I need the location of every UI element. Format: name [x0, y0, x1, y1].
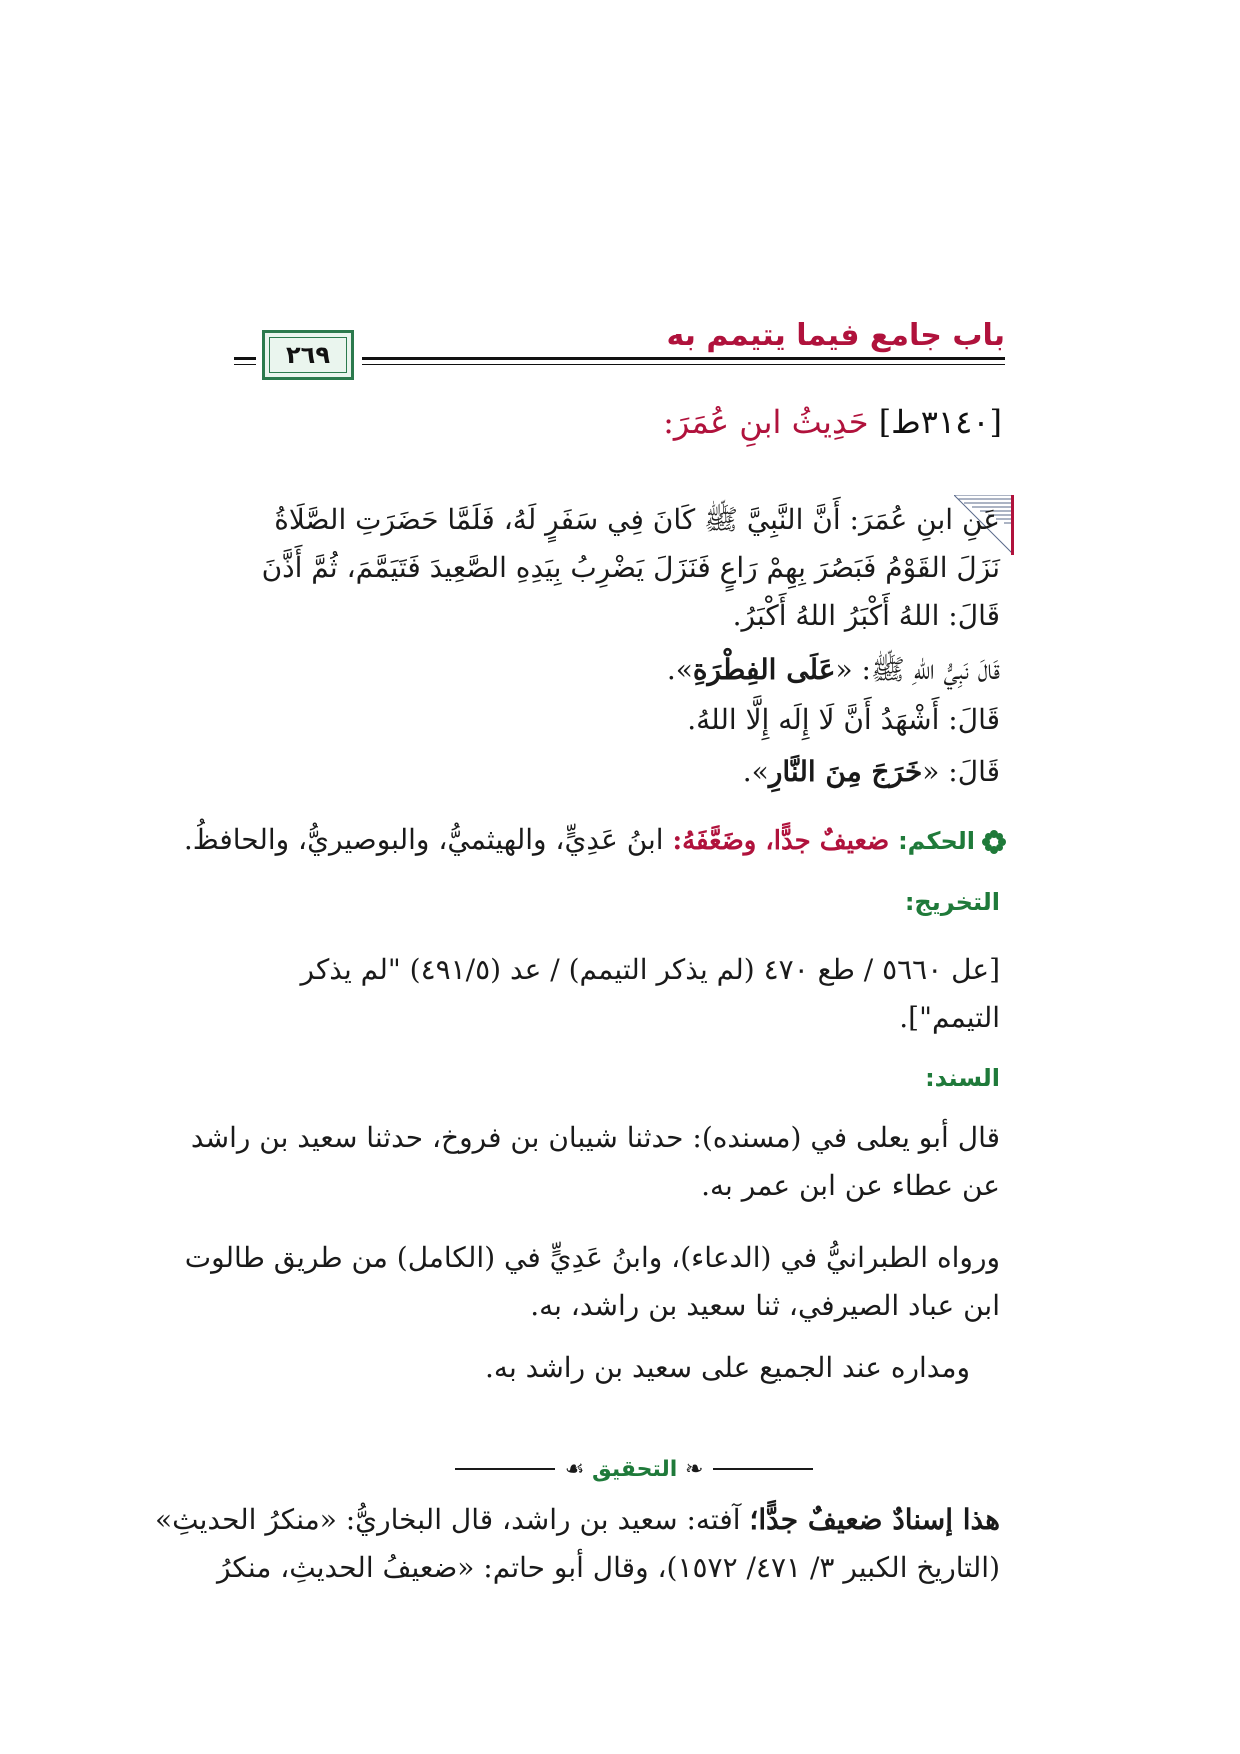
ruling-text: ابنُ عَدِيٍّ، والهيثميُّ، والبوصيريُّ، والحافظُ. [183, 823, 664, 856]
hadith-code: [٣١٤٠ط] [878, 403, 1002, 441]
sanad-p1-line-2: عن عطاء عن ابن عمر به. [701, 1169, 1000, 1202]
sanad-p2-line-2: ابن عباد الصيرفي، ثنا سعيد بن راشد، به. [530, 1289, 1000, 1322]
header-rule-right-thin [362, 364, 1005, 365]
tahqiq-verdict: هذا إسنادٌ ضعيفٌ جدًّا؛ [749, 1503, 1000, 1536]
tahqiq-divider [455, 1454, 813, 1484]
hadith-line-5: قَالَ: أَشْهَدُ أَنَّ لَا إِلَه إِلَّا اللهُ. [687, 703, 1000, 736]
ruling-verdict: ضعيفٌ جدًّا، وضَعَّفَهُ: [672, 826, 890, 856]
sanad-p1-line-1: قال أبو يعلى في (مسنده): حدثنا شيبان بن فروخ، حدثنا سعيد بن راشد [190, 1121, 1000, 1154]
sanad-p3: ومداره عند الجميع على سعيد بن راشد به. [485, 1351, 970, 1384]
tahqiq-line-1: هذا إسنادٌ ضعيفٌ جدًّا؛ آفته: سعيد بن راشد، قال البخاريُّ: «منكرُ الحديثِ» [154, 1503, 1000, 1536]
chapter-title: باب جامع فيما يتيمم به [666, 318, 1005, 353]
header-rule-left [234, 357, 256, 360]
header-rule-left-thin [234, 364, 256, 365]
ruling-line [183, 820, 1007, 861]
sanad-p2-line-1: ورواه الطبرانيُّ في (الدعاء)، وابنُ عَدِيٍّ في (الكامل) من طريق طالوت [184, 1241, 1000, 1274]
tahqiq-line-2: (التاريخ الكبير ٣/ ٤٧١/ ١٥٧٢)، وقال أبو حاتم: «ضعيفُ الحديثِ، منكرُ [216, 1551, 1000, 1584]
page-number-badge [262, 330, 354, 380]
hadith-line-3: قَالَ: اللهُ أَكْبَرُ اللهُ أَكْبَرُ. [732, 599, 1000, 632]
takhrij-line-1: [عل ٥٦٦٠ / طع ٤٧٠ (لم يذكر التيمم) / عد (٤٩١/٥) "لم يذكر [300, 953, 1000, 986]
hadith-title: حَدِيثُ ابنِ عُمَرَ: [663, 403, 869, 441]
takhrij-label: التخريج: [904, 888, 1000, 916]
ruling-label: الحكم: [898, 827, 975, 855]
header-rule-right [362, 357, 1005, 360]
hadith-line-4: قَالَ نَبِيُّ اللهِ ﷺ: «عَلَى الفِطْرَةِ». [666, 653, 1000, 686]
prophet-quote-1: عَلَى الفِطْرَةِ [692, 653, 836, 686]
flower-ornament-icon [981, 829, 1007, 855]
hadith-line-1: عَنِ ابنِ عُمَرَ: أَنَّ النَّبِيَّ ﷺ كَانَ فِي سَفَرٍ لَهُ، فَلَمَّا حَضَرَتِ الصَّلَاةُ [274, 503, 1000, 536]
takhrij-line-2: التيمم"]. [899, 1001, 1000, 1034]
section-title [663, 403, 1002, 441]
tahqiq-label: ❧ التحقيق ☙ [564, 1456, 704, 1482]
hadith-line-2: نَزَلَ القَوْمُ فَبَصُرَ بِهِمْ رَاعٍ فَنَزَلَ يَضْرِبُ بِيَدِهِ الصَّعِيدَ فَتَيَمَّمَ، ثُمَّ أَذَّنَ [261, 551, 1000, 584]
page-number: ٢٦٩ [269, 337, 347, 373]
sanad-label: السند: [925, 1064, 1000, 1092]
prophet-quote-2: خَرَجَ مِنَ النَّارِ [768, 755, 923, 788]
hadith-line-6: قَالَ: «خَرَجَ مِنَ النَّارِ». [742, 755, 1000, 788]
